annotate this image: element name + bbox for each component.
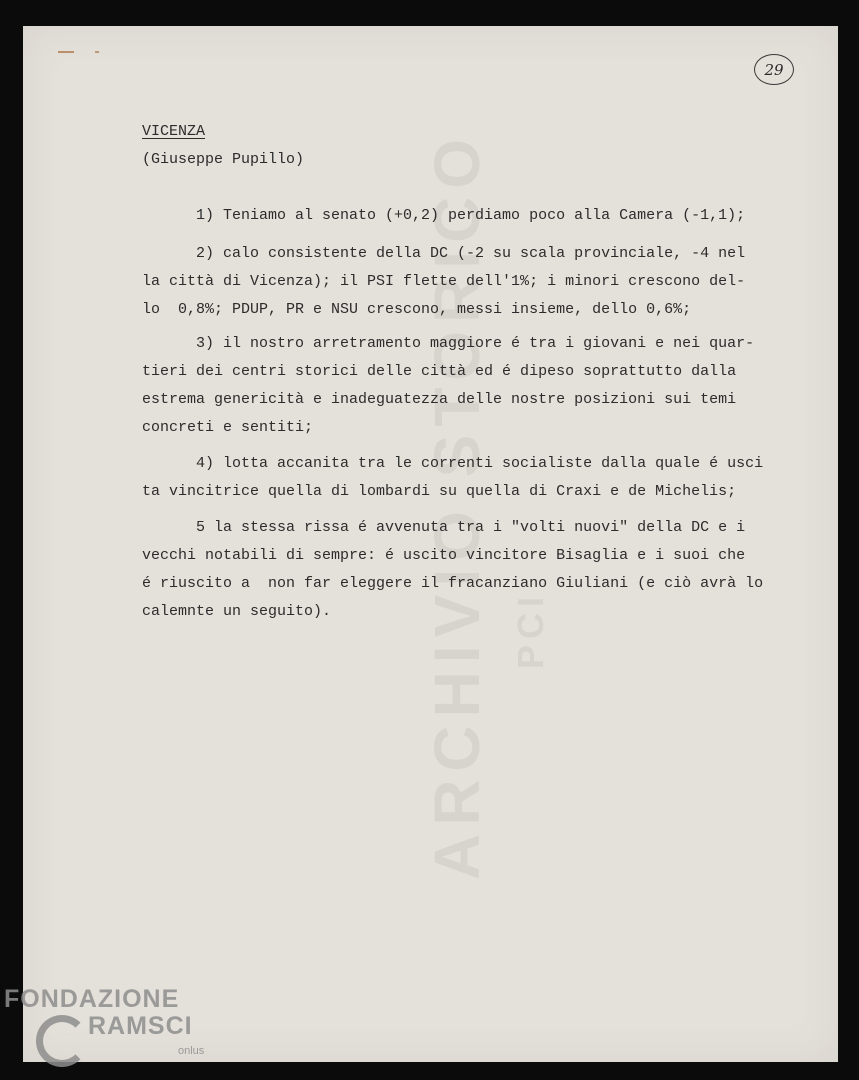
text-line: 5 la stessa rissa é avvenuta tra i "volti nuovi" della DC e i	[142, 519, 746, 536]
text-line: concreti e sentiti;	[142, 419, 314, 436]
logo-line-2	[4, 1013, 193, 1039]
text-line: 1) Teniamo al senato (+0,2) perdiamo poco alla Camera (-1,1);	[142, 207, 746, 224]
paragraph-4	[142, 450, 763, 506]
text-line: la città di Vicenza); il PSI flette dell'1%; i minori crescono del-	[142, 273, 746, 290]
paragraph-2	[142, 240, 745, 324]
page-number: 29	[754, 54, 794, 85]
text-line: ta vincitrice quella di lombardi su quella di Craxi e de Michelis;	[142, 483, 737, 500]
text-line: é riuscito a non far eleggere il fracanziano Giuliani (e ciò avrà lo	[142, 575, 764, 592]
pencil-mark-dot	[95, 51, 99, 53]
paragraph-5	[142, 514, 763, 626]
paragraph-1	[142, 202, 745, 230]
text-line: tieri dei centri storici delle città ed é dipeso soprattutto dalla	[142, 363, 737, 380]
document-subtitle: (Giuseppe Pupillo)	[142, 151, 305, 168]
logo-line-2-text: RAMSCI	[88, 1012, 193, 1040]
text-line: lo 0,8%; PDUP, PR e NSU crescono, messi insieme, dello 0,6%;	[142, 301, 692, 318]
text-line: vecchi notabili di sempre: é uscito vincitore Bisaglia e i suoi che	[142, 547, 746, 564]
text-line: estrema genericità e inadeguatezza delle nostre posizioni sui temi	[142, 391, 737, 408]
paragraph-3	[142, 330, 754, 442]
text-line: 3) il nostro arretramento maggiore é tra i giovani e nei quar-	[142, 335, 755, 352]
fondazione-gramsci-logo	[4, 985, 205, 1057]
g-ring-icon	[36, 1015, 88, 1067]
logo-line-1: FONDAZIONE	[4, 985, 180, 1013]
text-line: 2) calo consistente della DC (-2 su scala provinciale, -4 nel	[142, 245, 746, 262]
document-title: VICENZA	[142, 123, 206, 140]
text-line: calemnte un seguito).	[142, 603, 332, 620]
logo-suffix: onlus	[178, 1045, 205, 1057]
pencil-mark	[58, 51, 74, 53]
text-line: 4) lotta accanita tra le correnti socialiste dalla quale é usci	[142, 455, 764, 472]
